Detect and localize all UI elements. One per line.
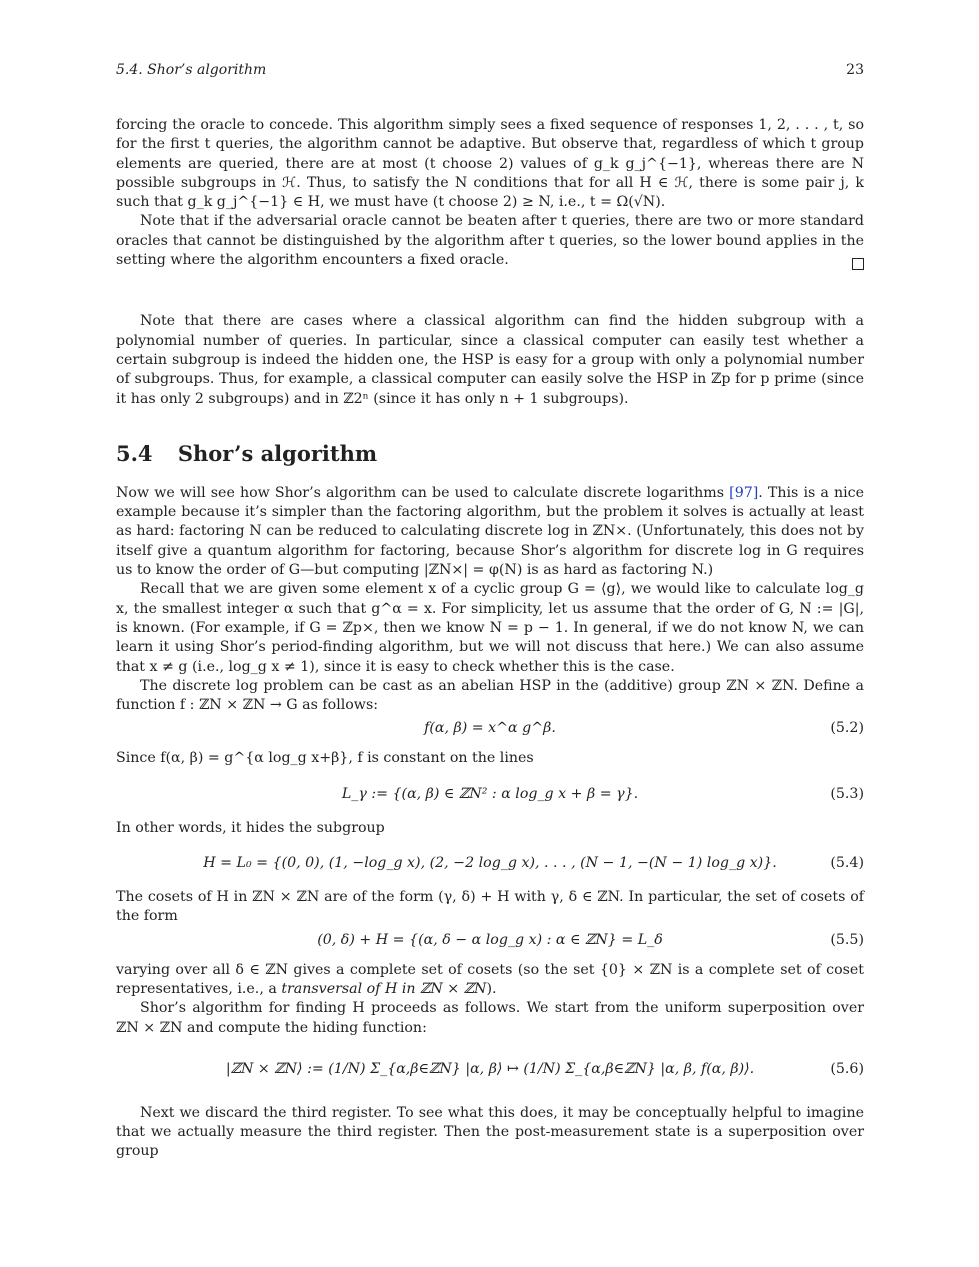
equation-tag: (5.6): [830, 1060, 864, 1077]
equation-body: (0, δ) + H = {(α, δ − α log_g x) : α ∈ ℤN} = L_δ: [317, 931, 663, 948]
qed-square-icon: [852, 258, 864, 270]
paragraph-abelian-hsp: The discrete log problem can be cast as an abelian HSP in the (additive) group ℤN × ℤN. Define a function f : ℤN × ℤN → G as follows:: [116, 677, 864, 714]
equation-tag: (5.3): [830, 785, 864, 802]
paragraph-shor-procedure: Shor’s algorithm for finding H proceeds as follows. We start from the uniform superposition over ℤN × ℤN and compute the hiding function:: [116, 1000, 864, 1036]
equation-body: L_γ := {(α, β) ∈ ℤN² : α log_g x + β = γ}.: [341, 785, 639, 802]
transversal-emphasis: transversal of H in ℤN × ℤN: [281, 980, 487, 997]
paragraph-cosets: The cosets of H in ℤN × ℤN are of the form (γ, δ) + H with γ, δ ∈ ℤN. In particular, the set of cosets of the form: [116, 889, 864, 925]
paragraph-classical-cases: Note that there are cases where a classical algorithm can find the hidden subgroup with a polynomial number of queries. In particular, since a classical computer can easily test whether a certain subgroup is indeed the hidden one, the HSP is easy for a group with only a polynomial number of subgroups. Thus, for example, a classical computer can easily solve the HSP in ℤp for p prime (since it has only 2 subgroups) and in ℤ2ⁿ (since it has only n + 1 subgroups).: [116, 313, 864, 407]
paragraph-discard-register: Next we discard the third register. To see what this does, it may be conceptually helpful to imagine that we actually measure the third register. Then the post-measurement state is a superposition over group: [116, 1104, 864, 1160]
section-title: Shor’s algorithm: [177, 440, 378, 466]
equation-tag: (5.4): [830, 855, 864, 872]
equation-tag: (5.5): [830, 931, 864, 948]
page-number: 23: [846, 62, 864, 78]
transversal-text-a: varying over all δ ∈ ℤN gives a complete set of cosets (so the set {0} × ℤN is a complete set of coset representatives, i.e., a: [116, 961, 864, 997]
section-number: 5.4: [116, 440, 153, 466]
intro-text-a: Now we will see how Shor’s algorithm can be used to calculate discrete logarithms: [116, 484, 730, 501]
equation-5-4: [116, 850, 864, 876]
running-head: [116, 62, 864, 86]
paragraph-constant-lines: Since f(α, β) = g^{α log_g x+β}, f is constant on the lines: [116, 750, 534, 767]
equation-5-2: [116, 715, 864, 741]
paragraph-transversal: [116, 961, 864, 1000]
section-heading: [116, 441, 864, 466]
equation-body: H = L₀ = {(0, 0), (1, −log_g x), (2, −2 log_g x), . . . , (N − 1, −(N − 1) log_g x)}.: [203, 855, 777, 872]
citation-link[interactable]: [97]: [729, 484, 759, 501]
equation-tag: (5.2): [830, 720, 864, 737]
equation-body: |ℤN × ℤN⟩ := (1/N) Σ_{α,β∈ℤN} |α, β⟩ ↦ (1/N) Σ_{α,β∈ℤN} |α, β, f(α, β)⟩.: [225, 1060, 755, 1077]
equation-5-5: [116, 927, 864, 953]
paragraph-proof-end: forcing the oracle to concede. This algorithm simply sees a fixed sequence of responses 1, 2, . . . , t, so for the first t queries, the algorithm cannot be adaptive. But observe that, regardless of which t group elements are queried, there are at most (t choose 2) values of g_k g_j^{−1}, whereas there are N possible subgroups in ℋ. Thus, to satisfy the N conditions that for all H ∈ ℋ, there is some pair j, k such that g_k g_j^{−1} ∈ H, we must have (t choose 2) ≥ N, i.e., t = Ω(√N).: [116, 117, 864, 211]
paragraph-discrete-log-intro: [116, 484, 864, 580]
paragraph-hides-subgroup: In other words, it hides the subgroup: [116, 819, 385, 836]
intro-text-b: . This is a nice example because it’s simpler than the factoring algorithm, but the problem it solves is actually at least as hard: factoring N can be reduced to calculating discrete log in ℤN×. (Unfortunately, this does not by itself give a quantum algorithm for factoring, because Shor’s algorithm for discrete log in G requires us to know the order of G—but computing |ℤN×| = φ(N) is as hard as factoring N.): [116, 484, 865, 579]
equation-5-6: [116, 1046, 864, 1092]
running-head-section: 5.4. Shor’s algorithm: [116, 62, 267, 78]
equation-body: f(α, β) = x^α g^β.: [424, 720, 556, 737]
page: [116, 62, 864, 1162]
qed-row: [116, 270, 864, 284]
transversal-text-b: ).: [486, 980, 497, 997]
paragraph-recall: Recall that we are given some element x of a cyclic group G = ⟨g⟩, we would like to calculate log_g x, the smallest integer α such that g^α = x. For simplicity, let us assume that the order of G, N := |G|, is known. (For example, if G = ℤp×, then we know N = p − 1. In general, if we do not know N, we can learn it using Shor’s period-finding algorithm, but we will not discuss that here.) We can also assume that x ≠ g (i.e., log_g x ≠ 1), since it is easy to check whether this is the case.: [116, 581, 864, 675]
paragraph-adversarial-oracle: Note that if the adversarial oracle cannot be beaten after t queries, there are two or more standard oracles that cannot be distinguished by the algorithm after t queries, so the lower bound applies in the setting where the algorithm encounters a fixed oracle.: [116, 213, 864, 269]
equation-5-3: [116, 781, 864, 807]
